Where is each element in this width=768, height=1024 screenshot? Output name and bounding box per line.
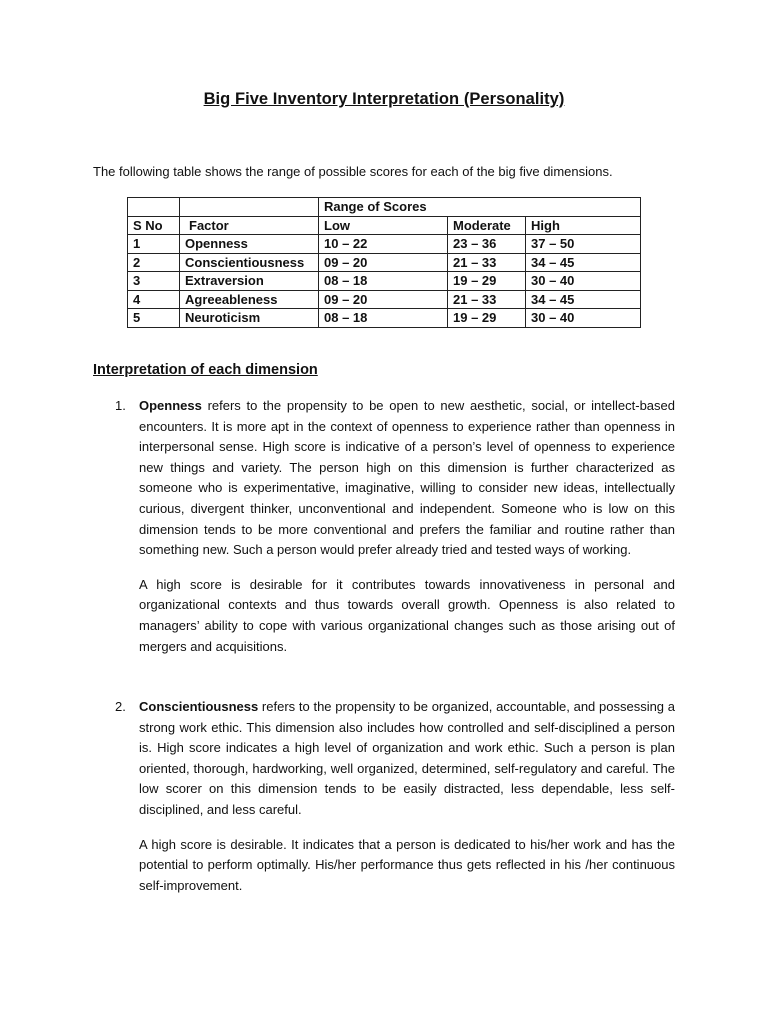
table-row (128, 235, 641, 254)
cell-low: 10 – 22 (319, 235, 448, 254)
intro-text: The following table shows the range of possible scores for each of the big five dimensions. (93, 164, 613, 179)
table-header-row (128, 216, 641, 235)
header-sno: S No (128, 216, 180, 235)
cell-sno: 5 (128, 309, 180, 328)
cell-moderate: 19 – 29 (448, 272, 526, 291)
paragraph (139, 697, 675, 821)
table-cell-empty (180, 198, 319, 217)
cell-sno: 2 (128, 253, 180, 272)
table-row (128, 309, 641, 328)
paragraph: A high score is desirable. It indicates that a person is dedicated to his/her work and has the potential to perform optimally. His/her performance thus gets reflected in his /her continuous self-improvement. (139, 836, 675, 893)
cell-factor: Extraversion (180, 272, 319, 291)
cell-low: 09 – 20 (319, 290, 448, 309)
paragraph: A high score is desirable for it contributes towards innovativeness in personal and organizational contexts and thus towards overall growth. Openness is also related to managers’ ability to cope with various organizational changes such as those arising out of mergers and acquisitions. (139, 576, 675, 654)
table-row (128, 272, 641, 291)
list-number: 2. (115, 699, 126, 714)
cell-factor: Openness (180, 235, 319, 254)
term-conscientiousness: Conscientiousness (139, 699, 259, 714)
cell-high: 34 – 45 (526, 253, 641, 272)
cell-moderate: 19 – 29 (448, 309, 526, 328)
header-moderate: Moderate (448, 216, 526, 235)
list-item-conscientiousness (115, 697, 675, 896)
cell-sno: 3 (128, 272, 180, 291)
table-cell-empty (128, 198, 180, 217)
table-row (128, 253, 641, 272)
table-group-header-row (128, 198, 641, 217)
range-of-scores-header: Range of Scores (319, 198, 641, 217)
paragraph (139, 396, 675, 561)
cell-low: 09 – 20 (319, 253, 448, 272)
cell-high: 34 – 45 (526, 290, 641, 309)
cell-high: 30 – 40 (526, 272, 641, 291)
cell-factor: Neuroticism (180, 309, 319, 328)
header-factor: Factor (180, 216, 319, 235)
cell-low: 08 – 18 (319, 272, 448, 291)
paragraph-text: refers to the propensity to be organized, accountable, and possessing a strong work ethic. This dimension also includes how controlled and self-disciplined a person is. High score indicates a high level of organization and work ethic. Such a person is plan oriented, thorough, hardworking, well organized, determined, self-regulatory and careful. The low scorer on this dimension tends to be easily distracted, less dependable, less self-disciplined, and less careful. (139, 699, 675, 817)
document-title: Big Five Inventory Interpretation (Personality) (203, 90, 565, 108)
list-item-openness (115, 396, 675, 657)
paragraph-text: refers to the propensity to be open to new aesthetic, social, or intellect-based encounters. It is more apt in the context of openness to experience rather than openness in interpersonal sense. High score is indicative of a person’s level of openness to experience new things and variety. The person high on this dimension is further characterized as someone who is experimentative, imaginative, willing to consider new ideas, intellectually curious, divergent thinker, unconventional and independent. Someone who is low on this dimension tends to be more conventional and prefers the familiar and routine rather than something new. Such a person would prefer already tried and tested ways of working. (139, 398, 675, 558)
score-range-table (127, 197, 641, 328)
cell-moderate: 23 – 36 (448, 235, 526, 254)
list-number: 1. (115, 398, 126, 413)
header-low: Low (319, 216, 448, 235)
cell-factor: Agreeableness (180, 290, 319, 309)
header-high: High (526, 216, 641, 235)
cell-moderate: 21 – 33 (448, 290, 526, 309)
cell-high: 37 – 50 (526, 235, 641, 254)
table-row (128, 290, 641, 309)
cell-sno: 4 (128, 290, 180, 309)
section-heading: Interpretation of each dimension (93, 362, 318, 378)
cell-high: 30 – 40 (526, 309, 641, 328)
cell-factor: Conscientiousness (180, 253, 319, 272)
cell-low: 08 – 18 (319, 309, 448, 328)
cell-sno: 1 (128, 235, 180, 254)
term-openness: Openness (139, 398, 202, 413)
cell-moderate: 21 – 33 (448, 253, 526, 272)
